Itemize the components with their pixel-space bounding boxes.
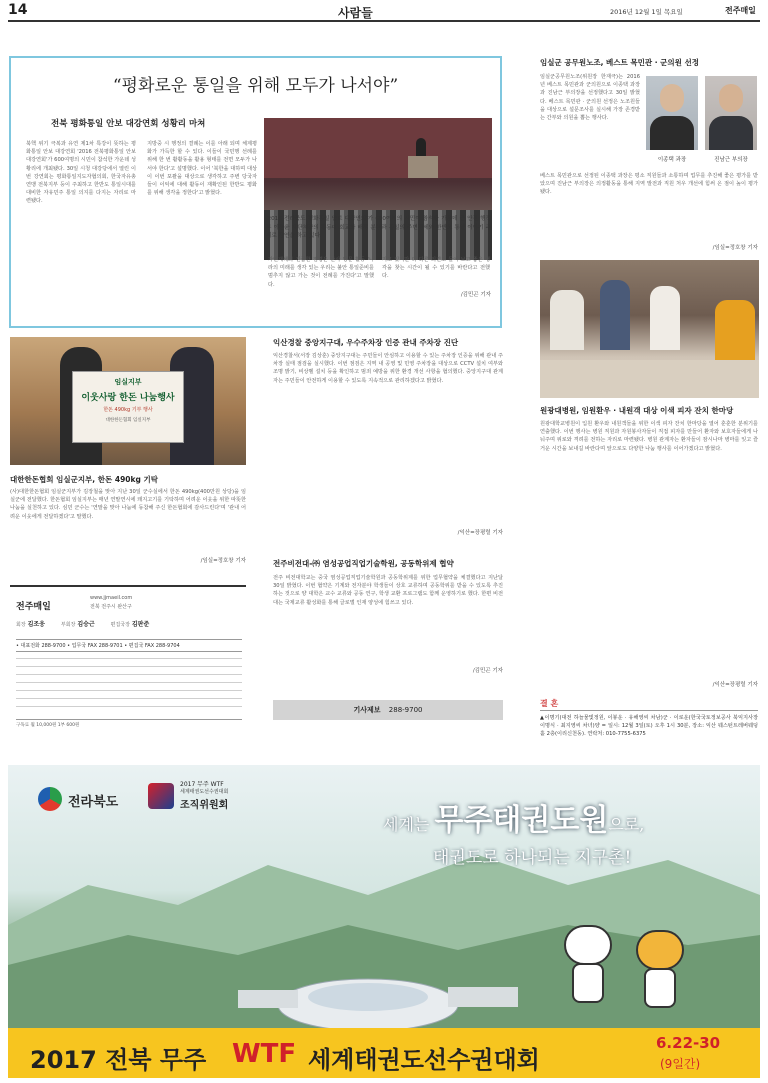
- feature-subhead: 전북 평화통일 안보 대강연회 성황리 마쳐: [51, 119, 206, 129]
- sign-main: 이웃사랑 한돈 나눔행사: [81, 393, 175, 403]
- infobox-url: www.jjmaeil.com: [90, 595, 133, 601]
- sign-org: 대한한돈협회 임실지부: [105, 418, 151, 423]
- feature-headline: “평화로운 통일을 위해 모두가 나서야”: [112, 76, 399, 96]
- slogan1-c: 으로,: [608, 815, 645, 834]
- infobox-staff: [16, 619, 244, 628]
- staff-3: [650, 286, 680, 350]
- newstip-bar: [273, 700, 503, 720]
- bottom-text-b: WTF: [232, 1039, 297, 1069]
- banner-bottom-bar: [8, 1028, 760, 1078]
- pizza-table: [540, 360, 759, 398]
- right1-title: 임실군 공무원노조, 베스트 목민관 · 군의원 선정: [540, 58, 700, 67]
- staff-2: [600, 280, 630, 350]
- infobox-phones: • 대표전화 288-9700 • 업무국 FAX 288-9701 • 편집국 FAX 288-9704: [16, 639, 242, 652]
- mou-body: 전주 비전대학교는 중국 염성공업직업기술학원과 공동학위제를 위한 업무협약을 체결했다고 지난달 30일 밝혔다. 이번 협약은 기계와 전자분야 학생들이 상호 교류하며 공동학위를 받을 수 있도록 추진하는 것으로 양 대학은 교수 교류와 공동 연구, 학생 교환 프로그램도 함께 운영하기로 했다. 한편 비전대는 국제교류 활성화를 통해 글로벌 인재 양성에 힘쓰고 있다.: [273, 575, 503, 606]
- feature-credit: /김민곤 기자: [460, 292, 491, 298]
- bottom-dates: 6.22-30: [656, 1034, 721, 1052]
- ceo-name: 김조웅: [27, 621, 45, 628]
- wedding-rule: [540, 710, 758, 711]
- staff-1: [550, 290, 584, 350]
- building-row: [238, 990, 298, 1008]
- bottom-text-c: 세계태권도선수권대회: [308, 1046, 540, 1074]
- newstip-label: 기사제보: [353, 706, 381, 714]
- right2-title: 원광대병원, 임원환우 · 내원객 대상 이색 피자 잔치 한마당: [540, 406, 734, 415]
- infobox-paper: 전주매일: [16, 602, 51, 612]
- parking-body: 익산경찰서(서장 김상훈) 중앙지구대는 주민들이 안심하고 이용할 수 있는 주차장 인증을 위해 관내 주차장 실태 점검을 실시했다. 이번 점검은 지역 내 공영 및 민영 주차장을 대상으로 CCTV 설치 여부와 조명 밝기, 비상벨 설치 등을 확인하고 범죄 예방을 위한 환경 개선 사항을 협의했다. 중앙지구대 관계자는 주민들이 안전하게 이용할 수 있도록 지속적으로 관리하겠다고 밝혔다.: [273, 353, 503, 384]
- infobox-address: 전북 전주시 완산구: [90, 604, 132, 610]
- podium: [408, 156, 438, 178]
- right1-body2: 베스트 목민관으로 선정된 이종택 과장은 평소 직원들과 소통하며 업무를 추진해 좋은 평가를 받았으며 진남근 부의장은 의정활동을 통해 지역 발전과 직원 처우 개선에 힘써 온 점이 높이 평가됐다.: [540, 173, 758, 196]
- portrait-1-head: [660, 84, 684, 112]
- wedding-label: 결 혼: [540, 699, 559, 708]
- wedding-body: ▲이명기(대전 하늘물빛정원, 이봉운 · 유해영씨 차남)군 · 이로운(한국국토정보공사 북익지사장 이명식 · 최지영씨 차녀)양 = 일시: 12월 3일(토) 오후 1시 30분, 장소: 익산 웨스턴트레버웨딩홀 2층(이리신천동). 연락처: 010-7755-6375: [540, 715, 758, 738]
- tiger-mascot-head: [564, 925, 612, 965]
- right2-credit: /익산=장평렬 기자: [712, 682, 758, 688]
- mou-credit: /김민곤 기자: [472, 668, 503, 674]
- pub-name: 김판준: [131, 621, 150, 628]
- parking-credit: /익산=장평렬 기자: [457, 530, 503, 536]
- right1-body1: 임실군공무원노조(위원장 한재극)는 2016년 베스트 목민관과 군의원으로 이종택 과장과 진남근 부의장을 선정했다고 30일 밝혔다. 베스트 목민관 · 군의원 선정은 노조원들을 대상으로 설문조사를 실시해 가장 존경받는 간부와 의원을 뽑는 행사다.: [540, 74, 640, 122]
- publisher-infobox: [10, 585, 246, 733]
- tiger-mascot-2: [630, 930, 690, 1010]
- parking-title: 익산경찰 중앙지구대, 우수주차장 인증 관내 주차장 진단: [273, 338, 459, 347]
- feature-caption: '2016 전라북도 평화통일 안보 대강연회'가 600여명의 시민이 참석한 가운데 큰 안전 행정부 이관윤 재단처장의 활동대 회교와 배경 분단과 통일의 주변정세와 한반도 통일 이야기 주제로 강연을 하고 있다.: [266, 216, 491, 240]
- portrait-1-suit: [650, 116, 694, 150]
- section-title: 사람들: [338, 6, 373, 20]
- portrait-1-caption: 이종택 과장: [657, 157, 687, 163]
- donation-sign: [72, 371, 184, 443]
- tiger-mascot-2-body: [644, 968, 676, 1008]
- bottom-text-a: 2017 전북 무주: [30, 1046, 207, 1074]
- portrait-2-suit: [709, 116, 753, 150]
- charity-photo: [10, 337, 246, 465]
- right2-body: 원광대학교병원이 입원 환우와 내원객들을 위한 이색 피자 잔치 한마당을 열어 훈훈한 분위기를 연출했다. 이번 행사는 병원 직원과 자원봉사자들이 직접 피자를 만들어 환자와 보호자들에게 나눠주며 위로와 격려를 전하는 자리로 마련됐다. 병원 관계자는 환자들이 잠시나마 병마를 잊고 즐거운 시간을 보내길 바란다며 앞으로도 다양한 나눔 행사를 이어가겠다고 밝혔다.: [540, 421, 758, 452]
- feature-col2: 지방중 시 행정의 결례는 이를 아래 되며 체제평화가 가득한 할 수 있다. 이들이 국민행 선례를 위해 한 번 활활동을 활용 형태를 전면 모두가 나서야 한다'고 설명했다. 이어 '북한을 대하며 대상이 이번 포괄을 대상으로 생각하고 주변 당국자들이 이익에 대해 활동이 재확인된 한반도 평화를 위해 생각을 정한다'고 밝혔다.: [147, 141, 257, 197]
- slogan-line-2: 태권도로 하나되는 지구촌!: [433, 848, 632, 868]
- tiger-mascot-2-head: [636, 930, 684, 970]
- paper-name: 전주매일: [725, 6, 756, 15]
- pub-label: 편집국장: [110, 622, 130, 628]
- charity-credit: /임실=정호창 기자: [200, 558, 246, 564]
- bottom-days: (9일간): [660, 1057, 701, 1071]
- wtf-org-main: 조직위원회: [180, 800, 229, 811]
- jeonbuk-emblem-icon: [38, 787, 62, 811]
- slogan1-a: 세계는: [383, 815, 430, 834]
- newstip-phone: 288-9700: [388, 706, 423, 714]
- banner-ad: [8, 765, 760, 1078]
- feature-col1: 북핵 위기 극복과 유연 제1차 특강이 뜻하는 평화통일 안보 대강연회 '2016 전북평화통일 안보 대강연회'가 600여명의 시민이 참석한 가운데 성황리에 개최됐다. 30일 시청 대강당에서 열린 이번 강연회는 평화통일지도자협의회, 한국자유총연맹 전북지부 등이 주최하고 한반도 통일시대를 대비한 자유민주 통일 의지를 다지는 자리로 마련됐다.: [26, 141, 136, 205]
- charity-body: (사)대한한돈협회 임실군지부가 김장철을 맞아 지난 30일 군수실에서 한돈 490kg(400만원 상당)을 임실군에 전달했다. 한돈협회 임실지부는 매년 연말연시에 돼지고기를 기탁하며 어려운 이웃을 위한 따뜻한 나눔을 실천하고 있다. 심민 군수는 '연말을 맞아 나눔에 동참해 주신 한돈협회에 감사드린다'며 '관내 어려운 이웃에게 전달하겠다'고 말했다.: [10, 489, 246, 520]
- masthead: [8, 0, 760, 22]
- vp-label: 부회장: [60, 622, 76, 628]
- stage-screen: [264, 118, 492, 178]
- pizza-photo: [540, 260, 759, 398]
- wtf-emblem-icon: [148, 783, 174, 809]
- mou-title: 전주비전대-㈜ 염성공업직업기술학원, 공동학위제 협약: [273, 559, 454, 568]
- feature-article: [9, 56, 502, 328]
- masthead-rule: [8, 20, 760, 22]
- infobox-bureaus: [16, 655, 242, 713]
- tiger-mascot: [558, 925, 618, 1005]
- infobox-footer: 구독료 월 10,000원 1부 600원: [16, 719, 242, 728]
- feature-col4: 지고 있지만 더 다른 의견도 들어 보고 좋은 생각을 찾는 시간이 될 수 있기를 바란다고 전했다.: [382, 257, 490, 280]
- tiger-mascot-body: [572, 963, 604, 1003]
- issue-date: 2016년 12월 1일 목요일: [610, 8, 683, 16]
- stadium-roof: [308, 983, 428, 1011]
- portrait-2-head: [719, 84, 743, 112]
- wtf-org-sub: 세계태권도선수권대회: [180, 789, 229, 795]
- wtf-org-top: 2017 무주 WTF: [180, 781, 224, 788]
- slogan1-b: 무주태권도원: [434, 803, 609, 838]
- right1-credit: /임실=정호창 기자: [712, 245, 758, 251]
- jeonbuk-logo-text: 전라북도: [68, 795, 119, 810]
- portrait-2: [705, 76, 757, 150]
- sign-sub: 한돈 490kg 기부 행사: [103, 407, 153, 413]
- feature-col3: 자연재해의 긴급한 점령은 안사 방문 활동 '나라의 미래를 생각 있는 우리는 불안 통일준비를 멈추지 않고 가는 것이 전례를 가진다'고 말했다.: [268, 257, 374, 288]
- portrait-1: [646, 76, 698, 150]
- vp-name: 김승근: [77, 621, 95, 628]
- building-row-2: [448, 987, 518, 1007]
- page-number: 14: [8, 2, 28, 18]
- portrait-2-caption: 진남근 부의장: [714, 157, 748, 163]
- charity-title: 대한한돈협회 임실군지부, 한돈 490kg 기탁: [10, 475, 158, 484]
- ceo-label: 회장: [16, 622, 26, 628]
- slogan-line-1: [383, 795, 644, 839]
- sign-title: 임실지부: [114, 378, 142, 386]
